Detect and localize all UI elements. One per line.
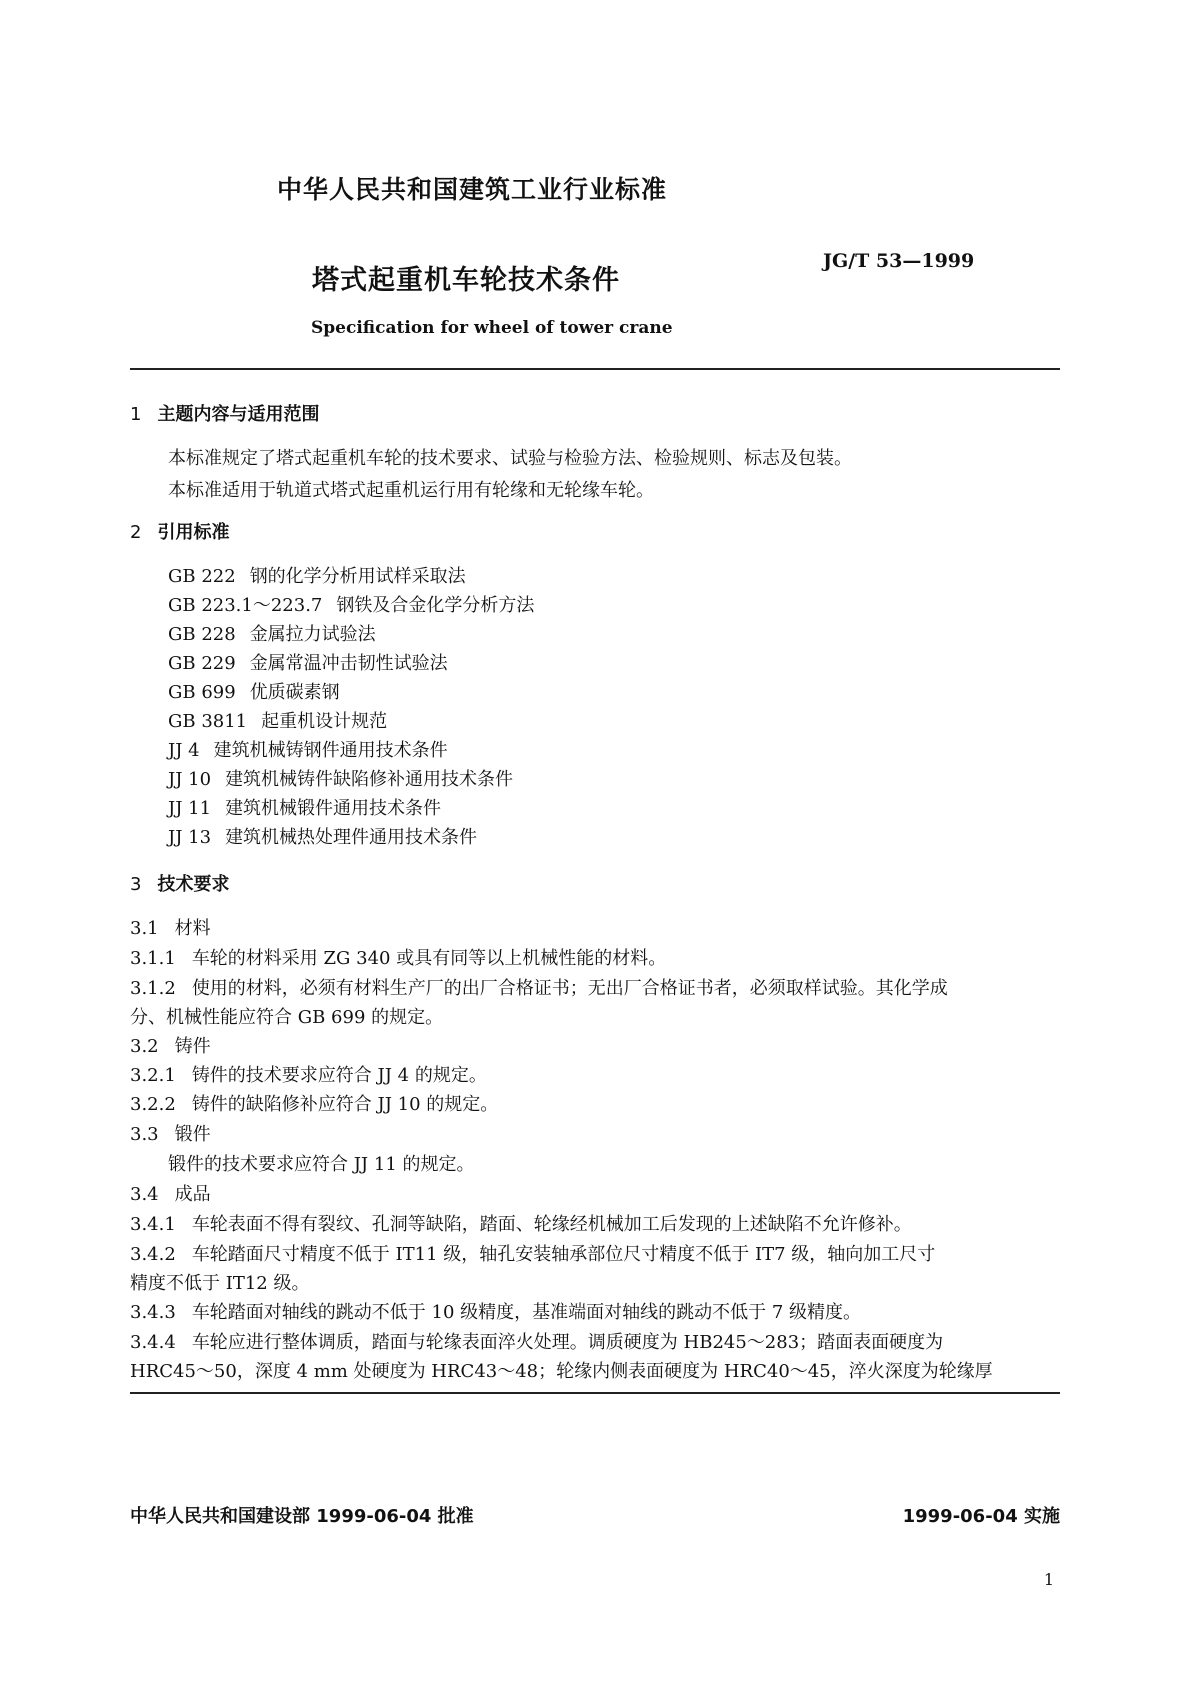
clause-text: 车轮踏面尺寸精度不低于 IT11 级，轴孔安装轴承部位尺寸精度不低于 IT7 级，轴向加工尺寸 bbox=[191, 1244, 936, 1265]
reference-code: GB 3811 bbox=[168, 711, 248, 732]
section-3-heading bbox=[130, 870, 229, 896]
clause-title: 成品 bbox=[174, 1184, 211, 1205]
reference-item bbox=[168, 620, 376, 646]
footer-divider bbox=[130, 1392, 1060, 1394]
clause-3-4-2-continuation: 精度不低于 IT12 级。 bbox=[130, 1273, 310, 1294]
approval-line: 中华人民共和国建设部 1999-06-04 批准 bbox=[130, 1506, 474, 1527]
section-title: 引用标准 bbox=[157, 522, 230, 543]
clause-title: 材料 bbox=[174, 918, 211, 939]
standard-number: JG/T 53—1999 bbox=[823, 250, 975, 272]
clause-3-4-3 bbox=[130, 1298, 861, 1324]
clause-text: 使用的材料，必须有材料生产厂的出厂合格证书；无出厂合格证书者，必须取样试验。其化学成 bbox=[191, 978, 948, 999]
reference-name: 钢铁及合金化学分析方法 bbox=[336, 595, 535, 616]
reference-item bbox=[168, 736, 448, 762]
clause-text: 铸件的缺陷修补应符合 JJ 10 的规定。 bbox=[191, 1094, 499, 1115]
clause-3-4-4 bbox=[130, 1328, 943, 1354]
clause-number: 3.2.1 bbox=[130, 1065, 176, 1086]
reference-code: GB 228 bbox=[168, 624, 236, 645]
clause-title: 锻件 bbox=[174, 1124, 211, 1145]
clause-3-3-text: 锻件的技术要求应符合 JJ 11 的规定。 bbox=[168, 1154, 475, 1175]
clause-text: 车轮踏面对轴线的跳动不低于 10 级精度，基准端面对轴线的跳动不低于 7 级精度。 bbox=[191, 1302, 862, 1323]
reference-code: GB 223.1～223.7 bbox=[168, 595, 323, 616]
clause-number: 3.3 bbox=[130, 1124, 159, 1145]
clause-number: 3.4.4 bbox=[130, 1332, 176, 1353]
clause-number: 3.2.2 bbox=[130, 1094, 176, 1115]
clause-3-3 bbox=[130, 1120, 211, 1146]
clause-3-1-1 bbox=[130, 944, 666, 970]
clause-3-1 bbox=[130, 914, 211, 940]
reference-item bbox=[168, 794, 441, 820]
english-subtitle: Specification for wheel of tower crane bbox=[311, 318, 673, 338]
reference-item bbox=[168, 562, 466, 588]
clause-3-4-2 bbox=[130, 1240, 935, 1266]
clause-number: 3.1 bbox=[130, 918, 159, 939]
clause-3-2-1 bbox=[130, 1061, 487, 1087]
reference-name: 优质碳素钢 bbox=[249, 682, 340, 703]
clause-text: 车轮的材料采用 ZG 340 或具有同等以上机械性能的材料。 bbox=[191, 948, 667, 969]
implementation-date: 1999-06-04 实施 bbox=[902, 1506, 1060, 1527]
section-1-paragraph-2: 本标准适用于轨道式塔式起重机运行用有轮缘和无轮缘车轮。 bbox=[168, 480, 654, 501]
clause-number: 3.4.1 bbox=[130, 1214, 176, 1235]
section-number: 2 bbox=[130, 522, 142, 543]
header-divider bbox=[130, 368, 1060, 370]
reference-name: 建筑机械铸件缺陷修补通用技术条件 bbox=[225, 769, 514, 790]
clause-number: 3.1.2 bbox=[130, 978, 176, 999]
clause-number: 3.1.1 bbox=[130, 948, 176, 969]
reference-item bbox=[168, 707, 387, 733]
clause-title: 铸件 bbox=[174, 1036, 211, 1057]
reference-item bbox=[168, 678, 340, 704]
reference-code: JJ 11 bbox=[168, 798, 212, 819]
reference-code: JJ 13 bbox=[168, 827, 212, 848]
reference-code: JJ 4 bbox=[168, 740, 200, 761]
clause-3-4-1 bbox=[130, 1210, 912, 1236]
document-title: 塔式起重机车轮技术条件 bbox=[312, 265, 620, 296]
section-number: 1 bbox=[130, 404, 142, 425]
reference-code: GB 222 bbox=[168, 566, 236, 587]
reference-name: 建筑机械铸钢件通用技术条件 bbox=[213, 740, 448, 761]
clause-text: 车轮应进行整体调质，踏面与轮缘表面淬火处理。调质硬度为 HB245～283；踏面表面硬度为 bbox=[191, 1332, 944, 1353]
clause-number: 3.2 bbox=[130, 1036, 159, 1057]
reference-name: 起重机设计规范 bbox=[261, 711, 388, 732]
reference-code: GB 699 bbox=[168, 682, 236, 703]
clause-text: 车轮表面不得有裂纹、孔洞等缺陷，踏面、轮缘经机械加工后发现的上述缺陷不允许修补。 bbox=[191, 1214, 912, 1235]
section-title: 主题内容与适用范围 bbox=[157, 404, 320, 425]
page-number: 1 bbox=[1043, 1570, 1054, 1589]
reference-item bbox=[168, 649, 448, 675]
clause-3-1-2 bbox=[130, 974, 948, 1000]
section-1-heading bbox=[130, 400, 319, 426]
reference-name: 建筑机械锻件通用技术条件 bbox=[225, 798, 442, 819]
clause-number: 3.4 bbox=[130, 1184, 159, 1205]
clause-3-4 bbox=[130, 1180, 211, 1206]
reference-item bbox=[168, 823, 477, 849]
clause-text: 铸件的技术要求应符合 JJ 4 的规定。 bbox=[191, 1065, 487, 1086]
reference-name: 金属常温冲击韧性试验法 bbox=[249, 653, 448, 674]
reference-code: JJ 10 bbox=[168, 769, 212, 790]
reference-item bbox=[168, 765, 513, 791]
clause-3-1-2-continuation: 分、机械性能应符合 GB 699 的规定。 bbox=[130, 1007, 444, 1028]
issuing-body-header: 中华人民共和国建筑工业行业标准 bbox=[277, 175, 668, 204]
section-1-paragraph-1: 本标准规定了塔式起重机车轮的技术要求、试验与检验方法、检验规则、标志及包装。 bbox=[168, 448, 852, 469]
clause-3-4-4-continuation: HRC45～50，深度 4 mm 处硬度为 HRC43～48；轮缘内侧表面硬度为 HRC40～45，淬火深度为轮缘厚 bbox=[130, 1361, 993, 1382]
reference-name: 金属拉力试验法 bbox=[249, 624, 376, 645]
clause-number: 3.4.2 bbox=[130, 1244, 176, 1265]
clause-3-2 bbox=[130, 1032, 211, 1058]
clause-number: 3.4.3 bbox=[130, 1302, 176, 1323]
reference-name: 建筑机械热处理件通用技术条件 bbox=[225, 827, 478, 848]
section-2-heading bbox=[130, 518, 229, 544]
clause-3-2-2 bbox=[130, 1090, 498, 1116]
reference-name: 钢的化学分析用试样采取法 bbox=[249, 566, 466, 587]
reference-item bbox=[168, 591, 534, 617]
section-title: 技术要求 bbox=[157, 874, 230, 895]
section-number: 3 bbox=[130, 874, 142, 895]
reference-code: GB 229 bbox=[168, 653, 236, 674]
